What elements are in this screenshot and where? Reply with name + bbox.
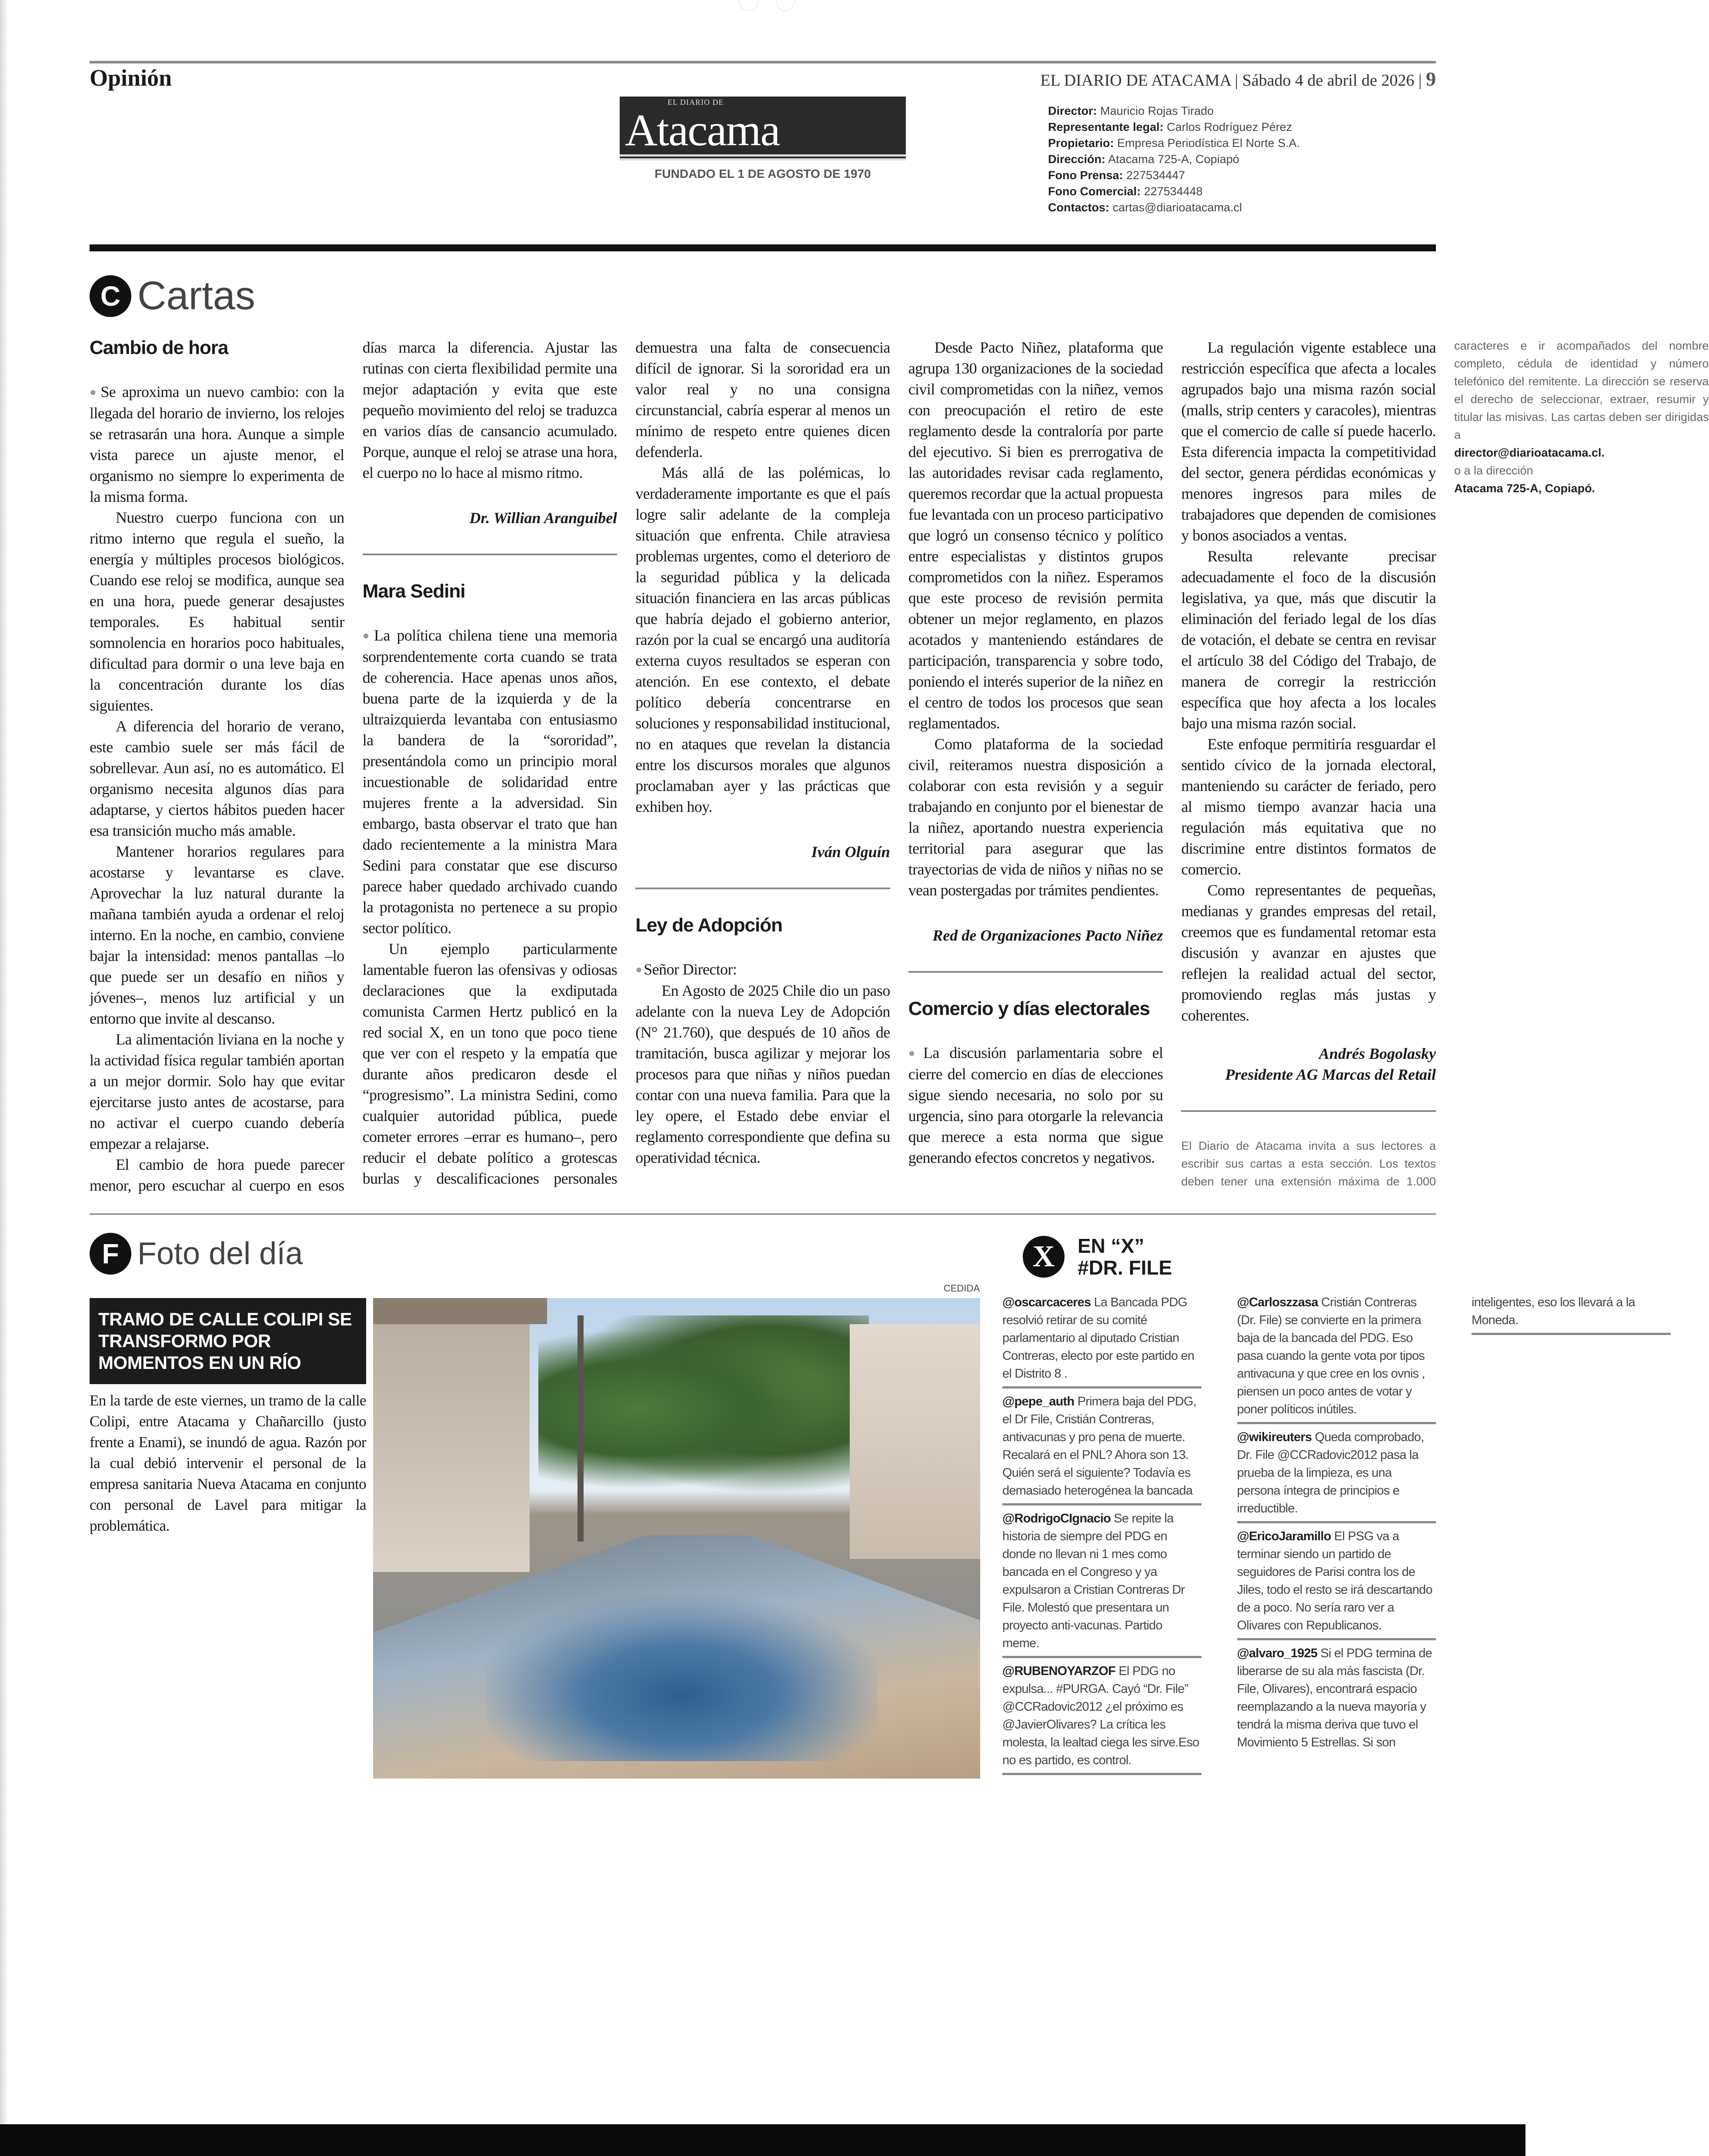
letter-paragraph: ● La política chilena tiene una memoria sorprendentemente corta cuando se trata de coherencia. Hace apenas unos años, buena parte de la izquierda y de la ultraizquierda levantaba con entusiasmo la bandera de la “sororidad”, presentándola como un principio moral incuestionable de solidaridad entre mujeres frente a la adversidad. Sin embargo, basta observar el trato que han dado recientemente a la ministra Mara Sedini para constatar que ese discurso parece haber quedado archivado cuando la protagonista no pertenece a su propio sector político.	[363, 625, 618, 938]
section-divider	[90, 1213, 1436, 1215]
letter-paragraph: Nuestro cuerpo funciona con un ritmo interno que regula el sueño, la energía y múltiples procesos biológicos. Cuando ese reloj se modifica, aunque sea en una hora, puede generar desajustes temporales. Es habitual sentir somnolencia en horarios poco habituales, dificultad para dormir o una leve baja en la concentración durante los días siguientes.	[90, 509, 344, 714]
letter-signature	[363, 507, 618, 528]
page-number: 9	[1426, 68, 1436, 90]
letter-paragraph: Desde Pacto Niñez, plataforma que agrupa 130 organizaciones de la sociedad civil comprometidas con la niñez, vemos con preocupación el retiro de este reglamento desde la contraloría por parte del ejecutivo. Si bien es prerrogativa de las autoridades revisar cada reglamento, queremos recordar que la actual propuesta fue levantada con un proceso participativo que logró un consenso técnico y político entre especialistas y distintos grupos comprometidos con la niñez. Esperamos que este proceso de revisión permita obtener un mejor reglamento, en plazos acotados y manteniendo estándares de participación, transparencia y sobre todo, poniendo el interés superior de la niñez en el centro de todos los procesos que sean reglamentados.	[908, 339, 1163, 732]
tweet	[1002, 1393, 1202, 1505]
letter-paragraph: A diferencia del horario de verano, este cambio suele ser más fácil de sobrellevar. Aun así, no es automático. El organismo necesita algunos días para adaptarse, y ciertos hábitos pueden hacer esa transición mucho más amable.	[90, 718, 344, 839]
masthead-value: cartas@diarioatacama.cl	[1112, 201, 1242, 214]
x-logo-icon: X	[1023, 1236, 1065, 1278]
masthead-label: Director:	[1048, 104, 1097, 117]
letter-paragraph: Como representantes de pequeñas, medianas y grandes empresas del retail, creemos que es fundamental retomar esta discusión y avanzar en ajustes que reflejen la realidad actual del sector, promoviendo reglas más justas y coherentes.	[1181, 881, 1436, 1024]
tweet-user[interactable]: @pepe_auth	[1002, 1395, 1075, 1408]
tweet-user[interactable]: @RodrigoCIgnacio	[1002, 1512, 1111, 1525]
tweet	[1237, 1528, 1436, 1640]
letter-title: Ley de Adopción	[635, 914, 783, 936]
letters-columns	[90, 337, 1709, 1200]
tweet-user[interactable]: @EricoJaramillo	[1237, 1529, 1331, 1543]
masthead-label: Propietario:	[1048, 137, 1114, 150]
page-folio: EL DIARIO DE ATACAMA | Sábado 4 de abril de 2026 | 9	[1040, 68, 1436, 90]
masthead-value: Empresa Periodística El Norte S.A.	[1117, 137, 1300, 150]
photo-water	[486, 1596, 878, 1761]
x-title-line1: EN “X”	[1078, 1235, 1145, 1257]
masthead-value: Atacama 725-A, Copiapó	[1108, 153, 1239, 166]
photo-credit: CEDIDA	[944, 1283, 980, 1294]
masthead-row	[1048, 103, 1300, 119]
masthead-label: Fono Comercial:	[1048, 185, 1141, 198]
letter-paragraph: ● Se aproxima un nuevo cambio: con la llegada del horario de invierno, los relojes se retrasarán una hora. Aunque a simple vista parece un ajuste menor, el organismo no siempre lo experimenta de la misma forma.	[90, 381, 344, 507]
masthead-info	[1048, 103, 1300, 216]
photo-caption-block	[90, 1298, 366, 1536]
photo-building	[373, 1311, 530, 1572]
letter-paragraph: Mantener horarios regulares para acostarse y levantarse es clave. Aprovechar la luz natural durante la mañana también ayuda a ordenar el reloj interno. En la noche, en cambio, conviene bajar la intensidad: menos pantallas –lo que puede ser un desafío en niños y jóvenes–, menos luz artificial y un entorno que invite al descanso.	[90, 843, 344, 1027]
top-rule	[90, 61, 1436, 63]
letter-title: Comercio y días electorales	[908, 998, 1150, 1019]
masthead-row	[1048, 200, 1300, 216]
masthead-label: Fono Prensa:	[1048, 169, 1123, 182]
letter-signature	[1181, 1043, 1436, 1085]
letter-paragraph: El cambio de hora puede parecer menor, pero escuchar al cuerpo en esos días marca la diferencia. Ajustar las rutinas con cierta flexibilidad permite una mejor adaptación y evita que este pequeño movimiento del reloj se traduzca en varios días de cansancio acumulado. Porque, aunque el reloj se atrase una hora, el cuerpo no lo hace al mismo ritmo.	[90, 339, 618, 1194]
logo-title: Atacama	[625, 105, 780, 155]
masthead-row	[1048, 167, 1300, 184]
masthead-value: Carlos Rodríguez Pérez	[1167, 120, 1292, 133]
letter-separator	[363, 554, 618, 555]
tweet-user[interactable]: @wikireuters	[1237, 1430, 1312, 1444]
tweet-text: Primera baja del PDG, el Dr File, Cristián Contreras, antivacunas y pro pena de muerte. Recalará en el PNL? Ahora son 13. Quién será el siguiente? Todavía es demasiado heterogénea la bancada	[1002, 1395, 1196, 1498]
logo-small-text: EL DIARIO DE	[668, 98, 724, 107]
masthead-value: 227534448	[1144, 185, 1203, 198]
tweet	[1002, 1510, 1202, 1658]
tweet-text: Se repite la historia de siempre del PDG en donde no llevan ni 1 mes como bancada en el Congreso y ya expulsaron a Cristian Contreras Dr File. Molestó que presentara un proyecto anti-vacunas. Partido meme.	[1002, 1512, 1185, 1650]
letter-signature	[908, 925, 1163, 946]
page-date: Sábado 4 de abril de 2026	[1242, 71, 1415, 90]
masthead-value: Mauricio Rojas Tirado	[1100, 104, 1214, 117]
letter-paragraph: Como plataforma de la sociedad civil, reiteramos nuestra disposición a colaborar con esta revisión y a seguir trabajando en conjunto por el bienestar de la niñez, aportando nuestra experiencia territorial para asegurar que las trayectorias de vida de niños y niñas no se vean postergadas por trámites pendientes.	[908, 735, 1163, 899]
photo-building	[850, 1324, 980, 1559]
cartas-title: Cartas	[137, 274, 255, 318]
masthead-label: Representante legal:	[1048, 120, 1164, 133]
masthead-label: Dirección:	[1048, 153, 1106, 166]
cartas-heading	[90, 273, 255, 319]
tweet-user[interactable]: @Carloszzasa	[1237, 1295, 1318, 1309]
masthead-label: Contactos:	[1048, 201, 1109, 214]
x-title-line2: #DR. FILE	[1078, 1256, 1172, 1279]
foto-title: Foto del día	[137, 1236, 303, 1271]
letter-paragraph: Más allá de las polémicas, lo verdaderamente importante es que el país logre salir adelante de la compleja situación que enfrenta. Chile atraviesa problemas urgentes, como el deterioro de la seguridad pública y la delicada situación financiera en las arcas públicas que habría dejado el gobierno anterior, razón por la cual se encargó una auditoría externa cuyos resultados se esperan con atención. En ese contexto, el debate político debería concentrarse en soluciones y responsabilidad institucional, no en ataques que revelan la distancia entre los discursos morales que algunos proclamaban ayer y las prácticas que exhiben hoy.	[635, 464, 890, 815]
x-heading	[1023, 1235, 1172, 1278]
newspaper-logo	[620, 97, 906, 160]
letter-paragraph: En Agosto de 2025 Chile dio un paso adelante con la nueva Ley de Adopción (N° 21.760), que después de 10 años de tramitación, busca agilizar y mejorar los procesos para que niñas y niños puedan contar con una nueva familia. Para que la ley opere, el Estado debe enviar el reglamento correspondiente que defina su operatividad técnica.	[635, 982, 890, 1166]
tweets-list	[1002, 1294, 1635, 1785]
signature-name: Red de Organizaciones Pacto Niñez	[932, 927, 1163, 944]
letter-paragraph: Resulta relevante precisar adecuadamente el foco de la discusión legislativa, ya que, más que discutir la eliminación del feriado legal de los días de votación, el debate se centra en revisar el artículo 38 del Código del Trabajo, de manera de corregir la restricción específica que hoy afecta a los locales bajo una misma razón social.	[1181, 547, 1436, 732]
notice-or: o a la dirección	[1454, 464, 1533, 477]
letter-title: Cambio de hora	[90, 337, 228, 358]
section-label: Opinión	[90, 65, 172, 91]
tweet-user[interactable]: @RUBENOYARZOF	[1002, 1664, 1116, 1678]
signature-name: Andrés Bogolasky	[1318, 1045, 1436, 1062]
signature-role: Presidente AG Marcas del Retail	[1225, 1066, 1436, 1083]
letter-separator	[1181, 1110, 1436, 1112]
viewer-control-icon[interactable]	[776, 0, 795, 11]
tweet-user[interactable]: @oscarcaceres	[1002, 1295, 1091, 1309]
letter-paragraph: Este enfoque permitiría resguardar el sentido cívico de la jornada electoral, manteniendo su carácter de feriado, pero al mismo tiempo avanzar hacia una regulación más equitativa que no discrimine entre distintos formatos de comercio.	[1181, 735, 1436, 878]
tweet-text: El PDG no expulsa... #PURGA. Cayó “Dr. File” @CCRadovic2012 ¿el próximo es @JavierOlivares? La crítica les molesta, la lealtad ciega les sirve.Eso no es partido, es control.	[1002, 1664, 1199, 1767]
letter-paragraph: La regulación vigente establece una restricción específica que afecta a locales agrupados bajo una misma razón social (malls, strip centers y caracoles), mientras que el comercio de calle sí puede hacerlo. Esta diferencia impacta la competitividad del sector, genera pérdidas económicas y menores ingresos para miles de trabajadores que dependen de comisiones y bonos asociados a ventas.	[1181, 339, 1436, 544]
tweet	[1237, 1428, 1436, 1523]
page-edge-shadow	[0, 0, 8, 2124]
photo-trees	[538, 1315, 869, 1502]
masthead-row	[1048, 119, 1300, 135]
photo-pole	[577, 1315, 584, 1542]
tweet-text: La Bancada PDG resolvió retirar de su comité parlamentario al diputado Cristian Contreras, electo por este partido en el Distrito 8 .	[1002, 1295, 1195, 1381]
tweet-text: Si el PDG termina de liberarse de su ala más fascista (Dr. File, Olivares), encontrará espacio reemplazando a la nueva mayoría y tendrá la misma deriva que tuvo el Movimiento 5 Estrellas. Si son inteligentes, eso los llevará a la Moneda.	[1237, 1295, 1635, 1749]
tweet-user[interactable]: @alvaro_1925	[1237, 1646, 1318, 1660]
foto-heading	[90, 1233, 303, 1275]
letter-paragraph: La alimentación liviana en la noche y la actividad física regular también aportan a un mejor dormir. Solo hay que evitar ejercitarse justo antes de acostarse, para no activar el cuerpo cuando debería empezar a relajarse.	[90, 1031, 344, 1152]
letter-separator	[635, 888, 890, 889]
tweet-text: Cristián Contreras (Dr. File) se convierte en la primera baja de la bancada del PDG. Eso pasa cuando la gente vota por tipos antivacuna y que cree en los ovnis , piensen un poco antes de votar y poner políticos inútiles.	[1237, 1295, 1425, 1416]
tweet-text: Queda comprobado, Dr. File @CCRadovic2012 pasa la prueba de la limpieza, es una persona íntegra de principios e irreductible.	[1237, 1430, 1424, 1515]
tweet	[1002, 1294, 1202, 1388]
founded-text: FUNDADO EL 1 DE AGOSTO DE 1970	[654, 167, 871, 180]
paper-name: EL DIARIO DE ATACAMA	[1040, 71, 1231, 90]
viewer-controls	[739, 0, 795, 11]
foto-icon: F	[90, 1233, 131, 1275]
masthead-row	[1048, 151, 1300, 167]
letter-title: Mara Sedini	[362, 581, 465, 602]
letter-paragraph: ● Señor Director:	[635, 959, 890, 980]
notice-email[interactable]: director@diarioatacama.cl.	[1454, 446, 1605, 459]
signature-name: Dr. Willian Aranguibel	[469, 509, 618, 527]
letter-separator	[908, 971, 1163, 973]
viewer-control-icon[interactable]	[739, 0, 758, 11]
letter-signature	[635, 841, 890, 862]
signature-name: Iván Olguín	[811, 843, 890, 861]
tweet	[1002, 1662, 1202, 1775]
photo-roof	[373, 1298, 547, 1324]
letter-paragraph: ● La discusión parlamentaria sobre el cierre del comercio en días de elecciones sigue siendo necesaria, no solo por su urgencia, sino para otorgarle la relevancia que merece a esta norma que sigue generando efectos concretos y negativos.	[908, 1042, 1163, 1168]
bottom-bar	[0, 2124, 1525, 2156]
photo-caption: En la tarde de este viernes, un tramo de la calle Colipi, entre Atacama y Chañarcillo (justo frente a Enami), se inundó de agua. Razón por la cual debió intervenir el personal de la empresa sanitaria Nueva Atacama en conjunto con personal de Lavel para mitigar la problemática.	[90, 1392, 366, 1534]
notice-text: El Diario de Atacama invita a sus lectores a escribir sus cartas a esta sección. Los textos deben tener una extensión máxima de 1.000 caracteres e ir acompañados del nombre completo, cédula de identidad y número telefónico del remitente. La dirección se reserva el derecho de seleccionar, extraer, resumir y titular las misivas. Las cartas deben ser dirigidas a	[1181, 339, 1709, 1188]
notice-address: Atacama 725-A, Copiapó.	[1454, 482, 1596, 495]
masthead-row	[1048, 184, 1300, 200]
section-divider	[90, 244, 1436, 251]
cartas-icon: C	[90, 275, 131, 317]
masthead-row	[1048, 135, 1300, 151]
tweet-text: El PSG va a terminar siendo un partido de seguidores de Parisi contra los de Jiles, todo el resto se irá descartando de a poco. No sería raro ver a Olivares con Republicanos.	[1237, 1529, 1432, 1632]
masthead-value: 227534447	[1126, 169, 1185, 182]
photo-headline: TRAMO DE CALLE COLIPI SE TRANSFORMO POR MOMENTOS EN UN RÍO	[90, 1298, 366, 1384]
flooded-street-photo	[373, 1298, 980, 1779]
letter-paragraph: Un ejemplo particularmente lamentable fueron las ofensivas y odiosas declaraciones que la exdiputada comunista Carmen Hertz publicó en la red social X, en un tono que poco tiene que ver con el respeto y la empatía que durante años predicaron desde el “progresismo”. La ministra Sedini, como cualquier autoridad pública, puede cometer errores –errar es humano–, pero reducir el debate político a grotescas burlas y descalificaciones personales demuestra una falta de consecuencia difícil de ignorar. Si la sororidad era un valor real y no una consigna circunstancial, cabría esperar al menos un mínimo de respeto entre quienes dicen defenderla.	[362, 339, 890, 1187]
tweet	[1237, 1294, 1436, 1424]
